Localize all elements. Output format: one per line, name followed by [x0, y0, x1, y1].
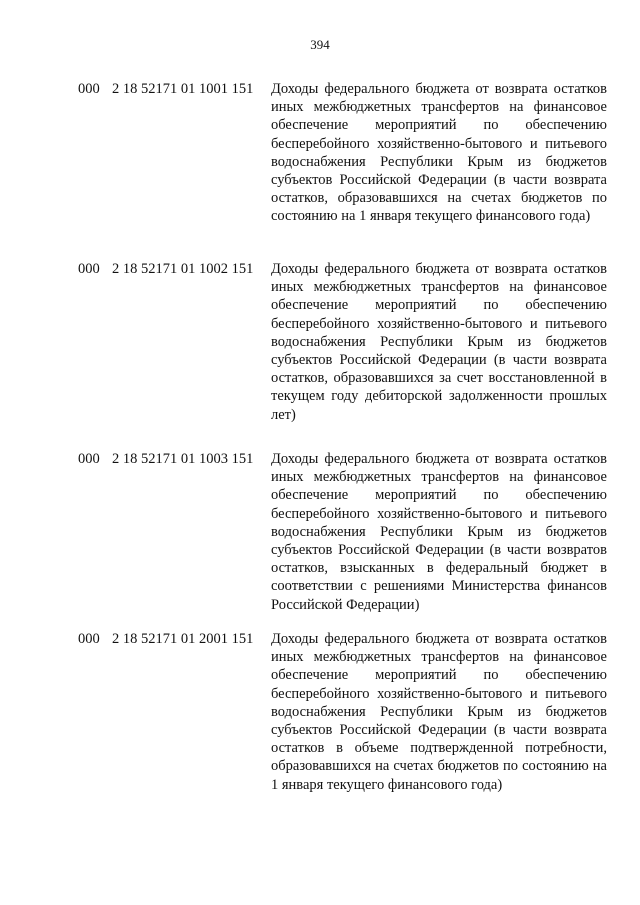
administrator-code: 000 — [78, 631, 100, 647]
income-description: Доходы федерального бюджета от возврата остатков иных межбюджетных трансфертов на финансовое обеспечение мероприятий по обеспечению бесперебойного хозяйственно-бытового и питьевого водоснабжения Республики Крым из бюджетов субъектов Российской Федерации (в части возврата остатков, образовавшихся на счетах бюджетов по состоянию на 1 января текущего финансового года) — [271, 81, 607, 225]
administrator-code: 000 — [78, 81, 100, 97]
classification-code: 2 18 52171 01 1001 151 — [112, 81, 254, 97]
income-description: Доходы федерального бюджета от возврата остатков иных межбюджетных трансфертов на финансовое обеспечение мероприятий по обеспечению бесперебойного хозяйственно-бытового и питьевого водоснабжения Республики Крым из бюджетов субъектов Российской Федерации (в части возврата остатков в объеме подтвержденной потребности, образовавшихся на счетах бюджетов по состоянию на 1 января текущего финансового года) — [271, 631, 607, 793]
budget-code-entry — [0, 450, 640, 630]
income-description: Доходы федерального бюджета от возврата остатков иных межбюджетных трансфертов на финансовое обеспечение мероприятий по обеспечению бесперебойного хозяйственно-бытового и питьевого водоснабжения Республики Крым из бюджетов субъектов Российской Федерации (в части возврата остатков, образовавшихся за счет восстановленной в текущем году дебиторской задолженности прошлых лет) — [271, 261, 607, 423]
budget-code-entry — [0, 630, 640, 810]
administrator-code: 000 — [78, 261, 100, 277]
budget-code-list — [0, 80, 640, 810]
budget-code-entry — [0, 80, 640, 260]
classification-code: 2 18 52171 01 2001 151 — [112, 631, 254, 647]
classification-code: 2 18 52171 01 1003 151 — [112, 451, 254, 467]
income-description: Доходы федерального бюджета от возврата остатков иных межбюджетных трансфертов на финансовое обеспечение мероприятий по обеспечению бесперебойного хозяйственно-бытового и питьевого водоснабжения Республики Крым из бюджетов субъектов Российской Федерации (в части возвратов остатков, взысканных в федеральный бюджет в соответствии с решениями Министерства финансов Российской Федерации) — [271, 451, 607, 613]
page-number: 394 — [310, 37, 330, 52]
classification-code: 2 18 52171 01 1002 151 — [112, 261, 254, 277]
budget-code-entry — [0, 260, 640, 450]
administrator-code: 000 — [78, 451, 100, 467]
